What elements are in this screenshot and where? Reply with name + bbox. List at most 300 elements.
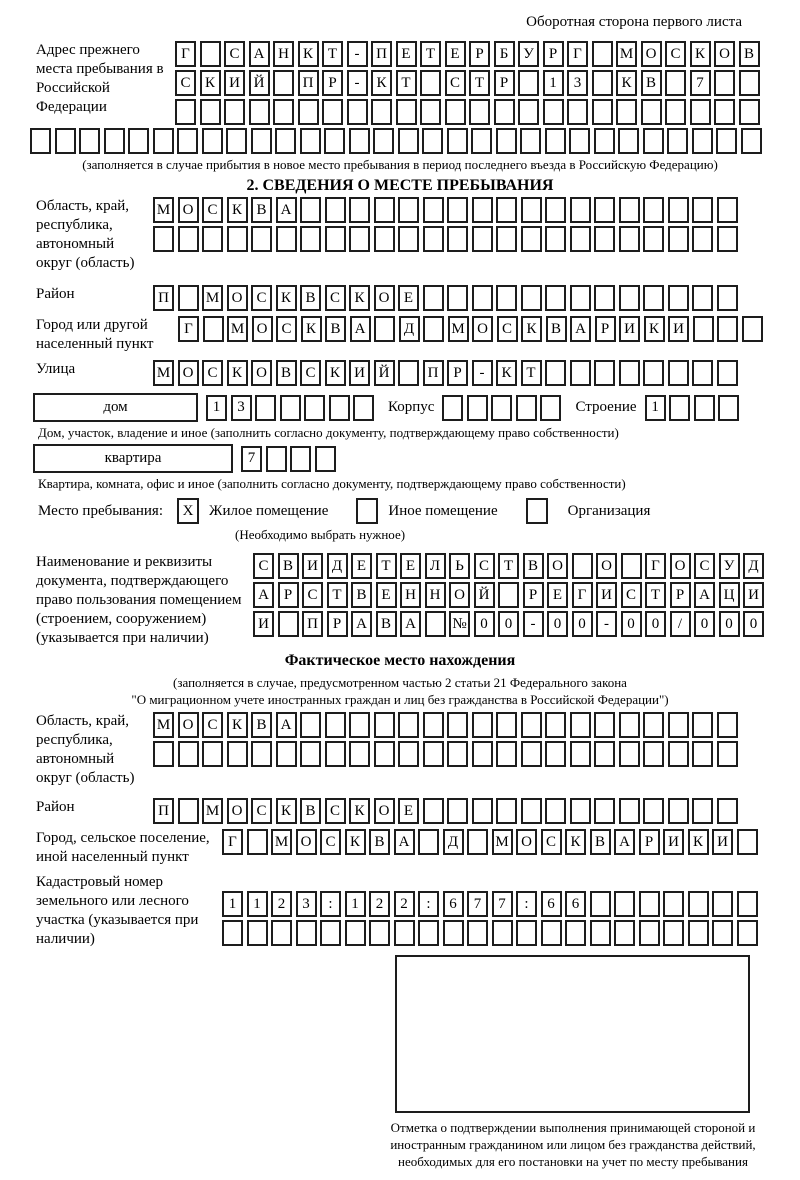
form-cell[interactable]: Г — [178, 316, 199, 342]
form-cell[interactable]: Р — [327, 611, 348, 637]
form-cell[interactable] — [717, 712, 738, 738]
form-cell[interactable]: М — [153, 360, 174, 386]
form-cell[interactable] — [349, 712, 370, 738]
form-cell[interactable]: А — [253, 582, 274, 608]
form-cell[interactable]: Т — [322, 41, 343, 67]
form-cell[interactable]: О — [178, 360, 199, 386]
form-cell[interactable] — [643, 741, 664, 767]
form-cell[interactable]: Р — [322, 70, 343, 96]
form-cell[interactable]: О — [714, 41, 735, 67]
form-cell[interactable]: А — [400, 611, 421, 637]
form-cell[interactable] — [203, 316, 224, 342]
form-cell[interactable] — [692, 741, 713, 767]
form-cell[interactable]: 3 — [296, 891, 317, 917]
form-cell[interactable] — [276, 226, 297, 252]
form-cell[interactable]: К — [616, 70, 637, 96]
form-cell[interactable] — [349, 128, 370, 154]
form-cell[interactable] — [717, 741, 738, 767]
form-cell[interactable]: Й — [374, 360, 395, 386]
form-cell[interactable] — [251, 128, 272, 154]
form-cell[interactable] — [300, 128, 321, 154]
form-cell[interactable]: С — [320, 829, 341, 855]
form-cell[interactable] — [423, 741, 444, 767]
form-cell[interactable] — [325, 197, 346, 223]
form-cell[interactable]: О — [516, 829, 537, 855]
form-cell[interactable] — [594, 128, 615, 154]
form-cell[interactable] — [694, 395, 715, 421]
form-cell[interactable] — [594, 741, 615, 767]
form-cell[interactable]: Д — [443, 829, 464, 855]
form-cell[interactable] — [472, 798, 493, 824]
form-cell[interactable] — [692, 712, 713, 738]
form-cell[interactable]: М — [227, 316, 248, 342]
form-cell[interactable]: : — [516, 891, 537, 917]
form-cell[interactable] — [619, 197, 640, 223]
form-cell[interactable]: А — [276, 197, 297, 223]
form-cell[interactable] — [692, 226, 713, 252]
form-cell[interactable]: Р — [595, 316, 616, 342]
form-cell[interactable] — [688, 920, 709, 946]
form-cell[interactable]: 2 — [394, 891, 415, 917]
form-cell[interactable] — [667, 128, 688, 154]
form-cell[interactable] — [469, 99, 490, 125]
form-cell[interactable]: О — [670, 553, 691, 579]
form-cell[interactable]: И — [743, 582, 764, 608]
form-cell[interactable] — [290, 446, 311, 472]
form-cell[interactable]: И — [712, 829, 733, 855]
form-cell[interactable]: С — [665, 41, 686, 67]
form-cell[interactable] — [717, 360, 738, 386]
form-cell[interactable] — [498, 582, 519, 608]
form-cell[interactable]: В — [369, 829, 390, 855]
form-cell[interactable] — [55, 128, 76, 154]
form-cell[interactable]: Ц — [719, 582, 740, 608]
form-cell[interactable]: - — [523, 611, 544, 637]
form-cell[interactable]: И — [663, 829, 684, 855]
form-cell[interactable]: Т — [376, 553, 397, 579]
form-cell[interactable] — [153, 128, 174, 154]
form-cell[interactable]: К — [298, 41, 319, 67]
form-cell[interactable]: М — [202, 798, 223, 824]
form-cell[interactable] — [423, 197, 444, 223]
form-cell[interactable]: Е — [400, 553, 421, 579]
form-cell[interactable] — [374, 197, 395, 223]
form-cell[interactable] — [545, 798, 566, 824]
form-cell[interactable] — [423, 712, 444, 738]
form-cell[interactable] — [643, 197, 664, 223]
form-cell[interactable]: В — [351, 582, 372, 608]
form-cell[interactable] — [298, 99, 319, 125]
form-cell[interactable] — [442, 395, 463, 421]
form-cell[interactable]: В — [641, 70, 662, 96]
form-cell[interactable]: О — [227, 285, 248, 311]
form-cell[interactable] — [594, 798, 615, 824]
form-cell[interactable]: Р — [523, 582, 544, 608]
form-cell[interactable] — [255, 395, 276, 421]
form-cell[interactable]: С — [202, 360, 223, 386]
form-cell[interactable]: 3 — [231, 395, 252, 421]
form-cell[interactable]: Е — [376, 582, 397, 608]
form-cell[interactable]: И — [349, 360, 370, 386]
form-cell[interactable]: 0 — [498, 611, 519, 637]
form-cell[interactable] — [249, 99, 270, 125]
form-cell[interactable] — [668, 712, 689, 738]
form-cell[interactable]: К — [325, 360, 346, 386]
form-cell[interactable]: Г — [175, 41, 196, 67]
form-cell[interactable] — [516, 920, 537, 946]
form-cell[interactable]: 1 — [206, 395, 227, 421]
form-cell[interactable] — [371, 99, 392, 125]
form-cell[interactable] — [349, 197, 370, 223]
form-cell[interactable]: Е — [445, 41, 466, 67]
form-cell[interactable]: 0 — [719, 611, 740, 637]
form-cell[interactable]: С — [224, 41, 245, 67]
form-cell[interactable] — [669, 395, 690, 421]
form-cell[interactable]: С — [325, 798, 346, 824]
form-cell[interactable] — [247, 829, 268, 855]
form-cell[interactable]: С — [497, 316, 518, 342]
form-cell[interactable]: М — [448, 316, 469, 342]
form-cell[interactable]: С — [325, 285, 346, 311]
form-cell[interactable]: С — [251, 285, 272, 311]
form-cell[interactable] — [79, 128, 100, 154]
form-cell[interactable] — [398, 741, 419, 767]
form-cell[interactable]: 2 — [369, 891, 390, 917]
form-cell[interactable]: В — [251, 712, 272, 738]
form-cell[interactable]: С — [276, 316, 297, 342]
form-cell[interactable] — [668, 197, 689, 223]
form-cell[interactable]: 0 — [474, 611, 495, 637]
form-cell[interactable] — [296, 920, 317, 946]
form-cell[interactable] — [567, 99, 588, 125]
form-cell[interactable] — [692, 360, 713, 386]
form-cell[interactable]: К — [276, 285, 297, 311]
form-cell[interactable] — [275, 128, 296, 154]
form-cell[interactable]: О — [374, 798, 395, 824]
form-cell[interactable] — [271, 920, 292, 946]
form-cell[interactable]: О — [641, 41, 662, 67]
form-cell[interactable] — [545, 712, 566, 738]
form-cell[interactable] — [717, 197, 738, 223]
form-cell[interactable] — [394, 920, 415, 946]
form-cell[interactable] — [639, 920, 660, 946]
form-cell[interactable] — [521, 226, 542, 252]
form-cell[interactable] — [251, 226, 272, 252]
form-cell[interactable]: Д — [327, 553, 348, 579]
checkbox-other-premises[interactable] — [356, 498, 378, 524]
form-cell[interactable]: П — [298, 70, 319, 96]
form-cell[interactable] — [592, 70, 613, 96]
form-cell[interactable]: : — [320, 891, 341, 917]
form-cell[interactable]: К — [371, 70, 392, 96]
form-cell[interactable]: И — [596, 582, 617, 608]
form-cell[interactable]: М — [271, 829, 292, 855]
form-cell[interactable]: С — [302, 582, 323, 608]
form-cell[interactable]: С — [621, 582, 642, 608]
form-cell[interactable]: 3 — [567, 70, 588, 96]
form-cell[interactable] — [496, 197, 517, 223]
form-cell[interactable]: М — [616, 41, 637, 67]
form-cell[interactable] — [491, 395, 512, 421]
form-cell[interactable]: О — [178, 712, 199, 738]
form-cell[interactable]: В — [300, 798, 321, 824]
form-cell[interactable] — [472, 285, 493, 311]
form-cell[interactable]: 6 — [541, 891, 562, 917]
form-cell[interactable] — [423, 316, 444, 342]
form-cell[interactable] — [177, 128, 198, 154]
form-cell[interactable] — [496, 741, 517, 767]
form-cell[interactable] — [329, 395, 350, 421]
form-cell[interactable]: 7 — [690, 70, 711, 96]
form-cell[interactable] — [668, 360, 689, 386]
form-cell[interactable]: С — [445, 70, 466, 96]
form-cell[interactable] — [300, 741, 321, 767]
form-cell[interactable] — [712, 920, 733, 946]
form-cell[interactable] — [663, 920, 684, 946]
form-cell[interactable] — [325, 226, 346, 252]
form-cell[interactable] — [590, 920, 611, 946]
form-cell[interactable] — [665, 70, 686, 96]
form-cell[interactable] — [496, 712, 517, 738]
form-cell[interactable] — [668, 226, 689, 252]
form-cell[interactable]: Т — [469, 70, 490, 96]
form-cell[interactable] — [398, 360, 419, 386]
form-cell[interactable] — [641, 99, 662, 125]
form-cell[interactable] — [472, 197, 493, 223]
form-cell[interactable]: Е — [398, 285, 419, 311]
form-cell[interactable]: 7 — [492, 891, 513, 917]
form-cell[interactable] — [222, 920, 243, 946]
form-cell[interactable]: С — [474, 553, 495, 579]
form-cell[interactable]: 0 — [621, 611, 642, 637]
form-cell[interactable] — [716, 128, 737, 154]
form-cell[interactable]: Г — [645, 553, 666, 579]
form-cell[interactable] — [518, 70, 539, 96]
form-cell[interactable] — [445, 99, 466, 125]
form-cell[interactable] — [304, 395, 325, 421]
form-cell[interactable]: Й — [474, 582, 495, 608]
form-cell[interactable] — [569, 128, 590, 154]
form-cell[interactable] — [521, 197, 542, 223]
form-cell[interactable]: 7 — [467, 891, 488, 917]
form-cell[interactable] — [423, 798, 444, 824]
form-cell[interactable]: В — [325, 316, 346, 342]
form-cell[interactable]: В — [276, 360, 297, 386]
form-cell[interactable]: А — [276, 712, 297, 738]
form-cell[interactable] — [717, 798, 738, 824]
form-cell[interactable] — [227, 741, 248, 767]
form-cell[interactable] — [496, 226, 517, 252]
form-cell[interactable]: М — [202, 285, 223, 311]
form-cell[interactable]: А — [249, 41, 270, 67]
form-cell[interactable] — [592, 99, 613, 125]
form-cell[interactable] — [614, 891, 635, 917]
form-cell[interactable] — [247, 920, 268, 946]
form-cell[interactable]: А — [351, 611, 372, 637]
form-cell[interactable]: С — [202, 197, 223, 223]
form-cell[interactable] — [692, 128, 713, 154]
form-cell[interactable] — [425, 611, 446, 637]
form-cell[interactable]: К — [688, 829, 709, 855]
form-cell[interactable]: К — [349, 285, 370, 311]
form-cell[interactable] — [153, 226, 174, 252]
form-cell[interactable] — [324, 128, 345, 154]
form-cell[interactable] — [202, 226, 223, 252]
form-cell[interactable] — [692, 285, 713, 311]
form-cell[interactable] — [521, 285, 542, 311]
form-cell[interactable] — [693, 316, 714, 342]
form-cell[interactable] — [619, 285, 640, 311]
form-cell[interactable]: В — [590, 829, 611, 855]
form-cell[interactable] — [668, 741, 689, 767]
form-cell[interactable]: О — [596, 553, 617, 579]
form-cell[interactable] — [737, 891, 758, 917]
form-cell[interactable]: 0 — [694, 611, 715, 637]
form-cell[interactable]: У — [719, 553, 740, 579]
form-cell[interactable] — [668, 798, 689, 824]
form-cell[interactable] — [373, 128, 394, 154]
form-cell[interactable] — [374, 316, 395, 342]
form-cell[interactable] — [739, 70, 760, 96]
form-cell[interactable]: С — [251, 798, 272, 824]
form-cell[interactable]: Р — [670, 582, 691, 608]
form-cell[interactable] — [369, 920, 390, 946]
form-cell[interactable] — [541, 920, 562, 946]
form-cell[interactable] — [447, 197, 468, 223]
form-cell[interactable] — [690, 99, 711, 125]
form-cell[interactable] — [251, 741, 272, 767]
form-cell[interactable] — [178, 741, 199, 767]
form-cell[interactable]: Н — [273, 41, 294, 67]
form-cell[interactable]: / — [670, 611, 691, 637]
form-cell[interactable] — [420, 99, 441, 125]
form-cell[interactable] — [688, 891, 709, 917]
form-cell[interactable]: Т — [327, 582, 348, 608]
form-cell[interactable]: 7 — [241, 446, 262, 472]
form-cell[interactable] — [718, 395, 739, 421]
form-cell[interactable]: № — [449, 611, 470, 637]
form-cell[interactable] — [447, 798, 468, 824]
form-cell[interactable] — [714, 70, 735, 96]
form-cell[interactable] — [178, 226, 199, 252]
form-cell[interactable] — [619, 798, 640, 824]
form-cell[interactable]: Д — [399, 316, 420, 342]
form-cell[interactable]: А — [394, 829, 415, 855]
form-cell[interactable]: 1 — [345, 891, 366, 917]
form-cell[interactable] — [570, 712, 591, 738]
form-cell[interactable]: К — [276, 798, 297, 824]
form-cell[interactable]: 0 — [645, 611, 666, 637]
form-cell[interactable] — [276, 741, 297, 767]
form-cell[interactable] — [128, 128, 149, 154]
form-cell[interactable]: К — [200, 70, 221, 96]
form-cell[interactable]: 1 — [247, 891, 268, 917]
form-cell[interactable] — [175, 99, 196, 125]
form-cell[interactable] — [570, 360, 591, 386]
form-cell[interactable]: И — [619, 316, 640, 342]
form-cell[interactable]: А — [614, 829, 635, 855]
form-cell[interactable] — [418, 920, 439, 946]
form-cell[interactable] — [692, 798, 713, 824]
form-cell[interactable]: С — [300, 360, 321, 386]
form-cell[interactable] — [472, 741, 493, 767]
form-cell[interactable] — [619, 741, 640, 767]
form-cell[interactable] — [447, 226, 468, 252]
form-cell[interactable]: Е — [547, 582, 568, 608]
form-cell[interactable] — [226, 128, 247, 154]
form-cell[interactable]: : — [418, 891, 439, 917]
form-cell[interactable]: - — [347, 41, 368, 67]
form-cell[interactable]: Ь — [449, 553, 470, 579]
form-cell[interactable] — [200, 41, 221, 67]
form-cell[interactable]: С — [694, 553, 715, 579]
form-cell[interactable]: Г — [572, 582, 593, 608]
form-cell[interactable] — [496, 128, 517, 154]
form-cell[interactable] — [492, 920, 513, 946]
form-cell[interactable]: В — [523, 553, 544, 579]
form-cell[interactable] — [422, 128, 443, 154]
form-cell[interactable]: Г — [567, 41, 588, 67]
form-cell[interactable] — [665, 99, 686, 125]
form-cell[interactable] — [345, 920, 366, 946]
form-cell[interactable]: Р — [469, 41, 490, 67]
form-cell[interactable] — [594, 285, 615, 311]
form-cell[interactable]: 0 — [743, 611, 764, 637]
form-cell[interactable] — [347, 99, 368, 125]
form-cell[interactable] — [398, 712, 419, 738]
form-cell[interactable] — [349, 741, 370, 767]
form-cell[interactable] — [619, 360, 640, 386]
form-cell[interactable] — [374, 712, 395, 738]
form-cell[interactable] — [668, 285, 689, 311]
form-cell[interactable] — [643, 285, 664, 311]
form-cell[interactable] — [594, 360, 615, 386]
form-cell[interactable]: К — [345, 829, 366, 855]
form-cell[interactable] — [447, 712, 468, 738]
form-cell[interactable] — [663, 891, 684, 917]
form-cell[interactable]: 1 — [543, 70, 564, 96]
form-cell[interactable]: И — [253, 611, 274, 637]
form-cell[interactable]: С — [253, 553, 274, 579]
form-cell[interactable]: О — [472, 316, 493, 342]
form-cell[interactable] — [447, 285, 468, 311]
form-cell[interactable]: В — [376, 611, 397, 637]
form-cell[interactable] — [616, 99, 637, 125]
form-cell[interactable] — [643, 360, 664, 386]
form-cell[interactable]: В — [278, 553, 299, 579]
form-cell[interactable] — [570, 798, 591, 824]
form-cell[interactable]: 6 — [443, 891, 464, 917]
form-cell[interactable]: Р — [639, 829, 660, 855]
form-cell[interactable] — [349, 226, 370, 252]
form-cell[interactable]: К — [521, 316, 542, 342]
form-cell[interactable] — [224, 99, 245, 125]
form-cell[interactable] — [545, 741, 566, 767]
form-cell[interactable] — [521, 741, 542, 767]
form-cell[interactable]: О — [178, 197, 199, 223]
form-cell[interactable]: О — [374, 285, 395, 311]
form-cell[interactable] — [398, 197, 419, 223]
form-cell[interactable] — [516, 395, 537, 421]
form-cell[interactable]: Р — [494, 70, 515, 96]
form-cell[interactable] — [712, 891, 733, 917]
form-cell[interactable] — [418, 829, 439, 855]
form-cell[interactable] — [590, 891, 611, 917]
form-cell[interactable] — [325, 741, 346, 767]
form-cell[interactable]: О — [449, 582, 470, 608]
form-cell[interactable] — [572, 553, 593, 579]
form-cell[interactable]: М — [492, 829, 513, 855]
